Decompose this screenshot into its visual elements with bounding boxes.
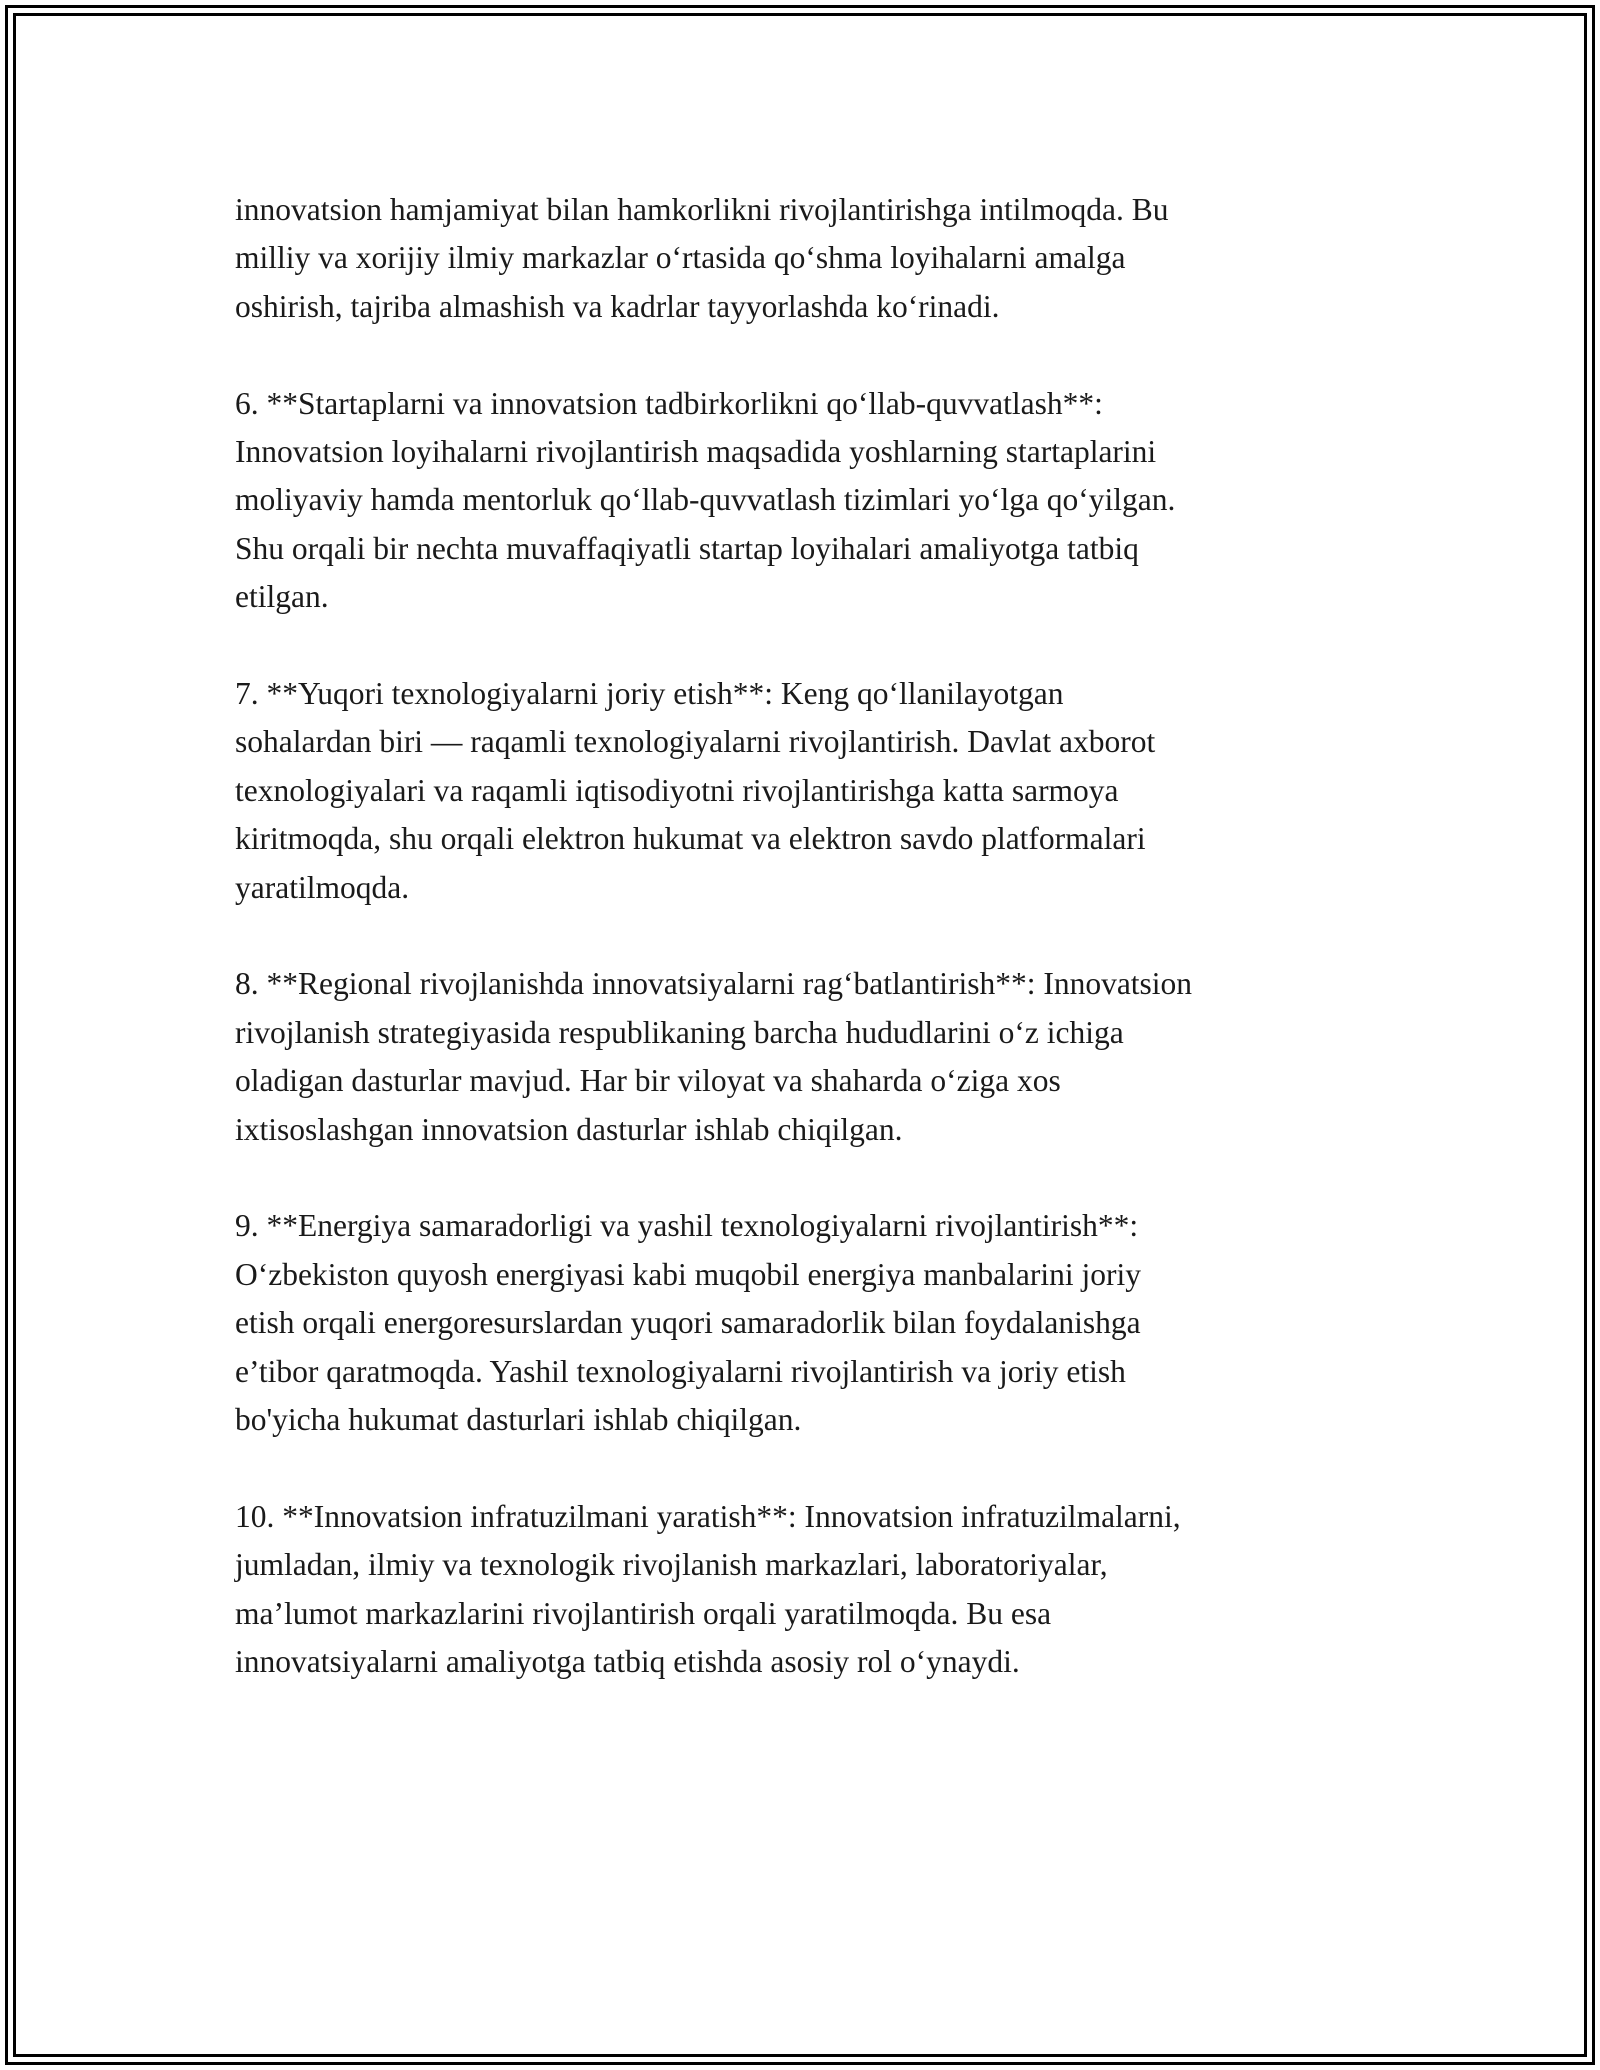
text-line: ixtisoslashgan innovatsion dasturlar ishlab chiqilgan. xyxy=(235,1111,903,1147)
text-line: bo'yicha hukumat dasturlari ishlab chiqilgan. xyxy=(235,1402,802,1438)
text-line: Innovatsion loyihalarni rivojlantirish maqsadida yoshlarning startaplarini xyxy=(235,434,1157,470)
paragraph-item-8 xyxy=(235,960,1375,1154)
text-line: 8. **Regional rivojlanishda innovatsiyalarni rag‘batlantirish**: Innovatsion xyxy=(235,966,1193,1002)
text-line: e’tibor qaratmoqda. Yashil texnologiyalarni rivojlantirish va joriy etish xyxy=(235,1353,1126,1389)
paragraph-item-9 xyxy=(235,1202,1375,1444)
text-line: etish orqali energoresurslardan yuqori samaradorlik bilan foydalanishga xyxy=(235,1305,1141,1341)
text-line: 9. **Energiya samaradorligi va yashil texnologiyalarni rivojlantirish**: xyxy=(235,1208,1139,1244)
text-line: 6. **Startaplarni va innovatsion tadbirkorlikni qo‘llab-quvvatlash**: xyxy=(235,385,1103,421)
text-line: ma’lumot markazlarini rivojlantirish orqali yaratilmoqda. Bu esa xyxy=(235,1595,1052,1631)
text-line: O‘zbekiston quyosh energiyasi kabi muqobil energiya manbalarini joriy xyxy=(235,1256,1142,1292)
text-line: kiritmoqda, shu orqali elektron hukumat va elektron savdo platformalari xyxy=(235,821,1146,857)
text-line: yaratilmoqda. xyxy=(235,869,410,905)
paragraph-item-10 xyxy=(235,1493,1375,1687)
text-line: innovatsiyalarni amaliyotga tatbiq etishda asosiy rol o‘ynaydi. xyxy=(235,1644,1020,1680)
text-line: Shu orqali bir nechta muvaffaqiyatli startap loyihalari amaliyotga tatbiq xyxy=(235,530,1139,566)
text-line: texnologiyalari va raqamli iqtisodiyotni rivojlantirishga katta sarmoya xyxy=(235,772,1119,808)
text-line: oladigan dasturlar mavjud. Har bir viloyat va shaharda o‘ziga xos xyxy=(235,1063,1061,1099)
text-line: rivojlanish strategiyasida respublikaning barcha hududlarini o‘z ichiga xyxy=(235,1014,1124,1050)
text-line: moliyaviy hamda mentorluk qo‘llab-quvvatlash tizimlari yo‘lga qo‘yilgan. xyxy=(235,482,1176,518)
paragraph-item-7 xyxy=(235,670,1375,912)
paragraph-item-6 xyxy=(235,380,1375,622)
text-line: sohalardan biri — raqamli texnologiyalarni rivojlantirish. Davlat axborot xyxy=(235,724,1156,760)
text-line: milliy va xorijiy ilmiy markazlar o‘rtasida qo‘shma loyihalarni amalga xyxy=(235,240,1126,276)
text-line: 7. **Yuqori texnologiyalarni joriy etish**: Keng qo‘llanilayotgan xyxy=(235,676,1064,712)
text-line: oshirish, tajriba almashish va kadrlar tayyorlashda ko‘rinadi. xyxy=(235,288,1000,324)
text-line: 10. **Innovatsion infratuzilmani yaratish**: Innovatsion infratuzilmalarni, xyxy=(235,1498,1181,1534)
text-line: jumladan, ilmiy va texnologik rivojlanish markazlari, laboratoriyalar, xyxy=(235,1547,1108,1583)
text-line: innovatsion hamjamiyat bilan hamkorlikni rivojlantirishga intilmoqda. Bu xyxy=(235,192,1169,227)
paragraph-intro xyxy=(235,186,1375,331)
document-body xyxy=(235,186,1375,1735)
text-line: etilgan. xyxy=(235,579,329,615)
